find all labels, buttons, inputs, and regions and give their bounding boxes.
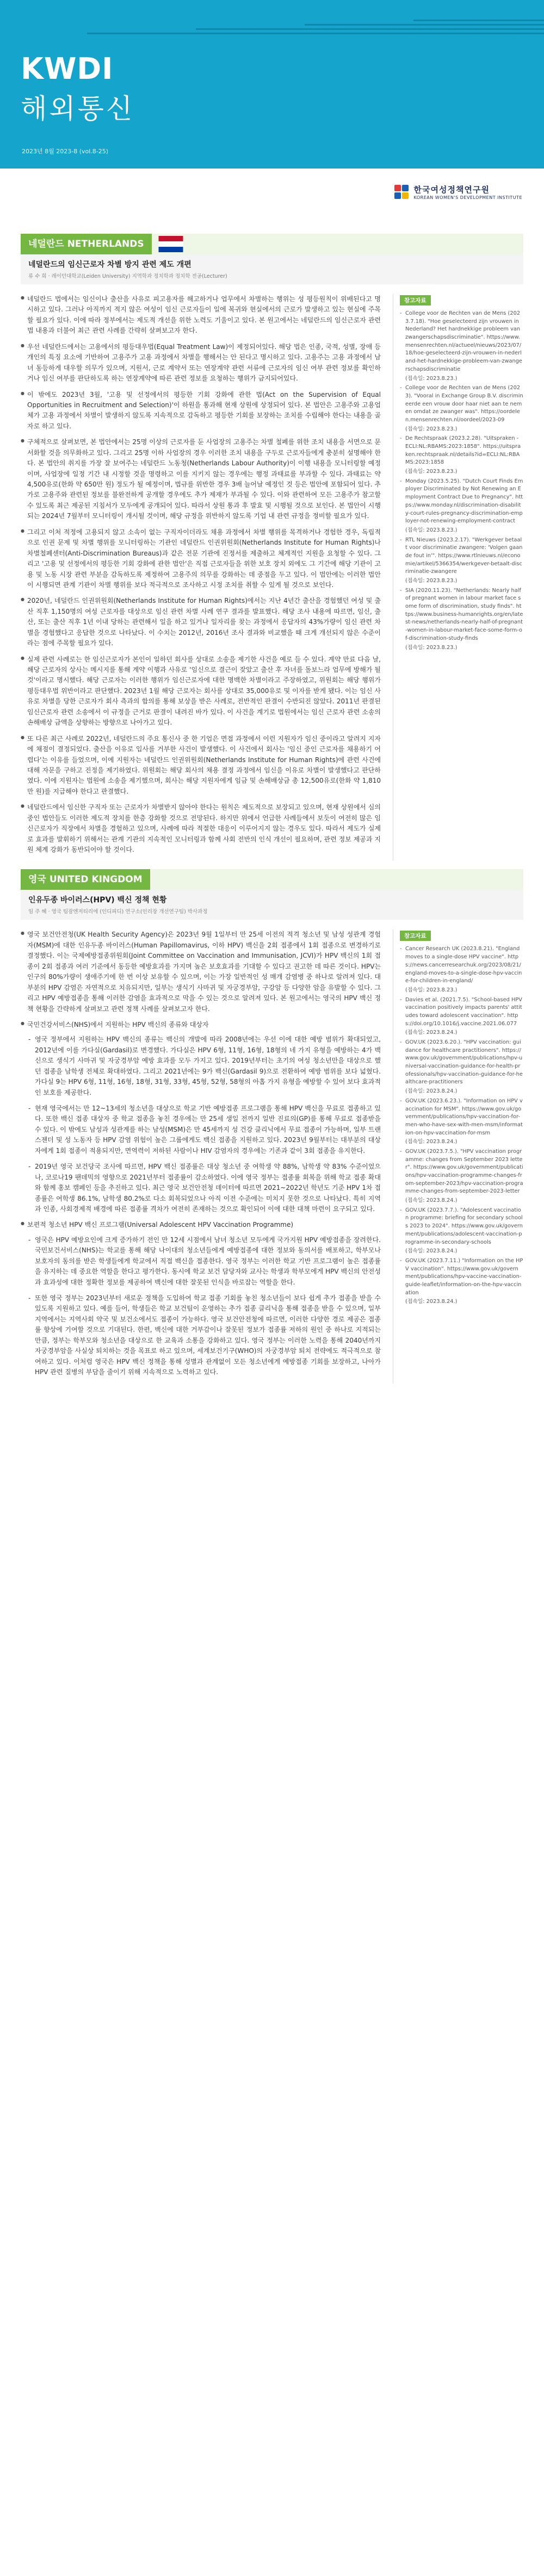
- report-title-en: KWDI: [21, 52, 114, 86]
- section-header-netherlands: [21, 234, 523, 254]
- references-label: 참고자료: [400, 295, 431, 305]
- paragraph: ● 또 다른 최근 사례로 2022년, 네덜란드의 주요 통신사 중 한 기업은 면접 과정에서 이런 지원자가 임신 중이라고 알려지 지자에 채점이 결정되었다. 출산을 이유로 입사를 거부한 사건이 발생했다. 이 사건에서 회사는 '임신 중인 근로자를 채용하기 어렵다'는 이유를 들었으며, 이에 지원자는 네덜란드 인권위원회(Netherlands Institute for Human Rights)에 관련 사건에 대해 자문을 구하고 진정을 제기하였다. 위원회는 해당 회사의 채용 결정 과정에서 임신을 이유로 차별이 발생했다고 판단하였다. 이에 지원자는 법원에 소송을 제기했으며, 회사는 해당 지원자에게 임금 및 손해배상금 총 12,500유로(한화 약 1,810만 원)를 지급해야 한다고 판결했다.: [21, 734, 381, 797]
- paragraph: ● 2020년, 네덜란드 인권위원회(Netherlands Institute for Human Rights)에서는 지난 4년간 출산을 경험했던 여성 및 출산 직후 1,150명의 여성 근로자를 대상으로 임신 관련 차별 사례 연구 결과를 발표했다. 해당 조사 내용에 따르면, 임신, 출산, 또는 출산 직후 1년 이내 당하는 관련해서 일을 하고 있거나 일자리를 찾는 과정에서 응답자의 43%가량이 임신 관련 차별을 경험했다고 응답한 것으로 나타났다. 이 수치는 2012년, 2016년 조사 결과와 비교했을 때 크게 개선되지 않은 수준이라는 점에 주목할 필요가 있다.: [21, 596, 381, 648]
- org-name-en: KOREAN WOMEN'S DEVELOPMENT INSTITUTE: [413, 195, 522, 200]
- decorative-stripe: [196, 28, 544, 30]
- article-body-uk: [21, 930, 523, 1383]
- subsection-item: - 또한 영국 정부는 2023년부터 새로운 정책을 도입하여 학교 접종 기회를 놓친 청소년들이 보다 쉽게 추가 접종을 받을 수 있도록 지원하고 있다. 예를 들어, 학생들은 학교 보건팀이 운영하는 추가 접종 클리닉을 통해 접종을 받을 수 있으며, 일부 지역에서는 지역사회 약국 및 보건소에서도 접종이 가능하다. 영국 보건안전청에 따르면, 이러한 다양한 경로 제공은 접종률 향상에 기여할 것으로 기대된다. 한편, 백신에 대한 거부감이나 잘못된 정보가 접종률 저하의 원인 중 하나로 지적되는 만큼, 정부는 학부모와 청소년을 대상으로 한 교육과 소통을 강화하고 있다. 영국 정부는 이러한 노력을 통해 2040년까지 자궁경부암을 사실상 퇴치하는 것을 목표로 하고 있으며, 세계보건기구(WHO)의 자궁경부암 퇴치 전략에도 적극적으로 참여하고 있다. 이처럼 영국은 HPV 백신 정책을 통해 성별과 관계없이 모든 청소년에게 예방접종 기회를 보장하고, 나아가 HPV 관련 질병의 부담을 줄이기 위해 지속적으로 노력하고 있다.: [21, 1293, 381, 1378]
- paragraph: ● 영국 보건안전청(UK Health Security Agency)은 2023년 9월 1일부터 만 25세 이전의 적격 청소년 및 남성 성관계 경험자(MSM)에 대한 인유두종 바이러스(Human Papillomavirus, 이하 HPV) 백신을 2회 접종에서 1회 접종으로 변경하기로 결정했다. 이는 국제예방접종위원회(Joint Committee on Vaccination and Immunisation, JCVI)가 HPV 백신의 1회 접종이 2회 접종과 여러 기준에서 동등한 예방효과를 가지며 높은 보호효과를 기대할 수 있다고 권고한 데 따른 것이다. HPV는 인구의 80%가량이 생애주기에 한 번 이상 보유할 수 있으며, 이는 가장 일반적인 성 매개 감염병 중 하나로 알려져 있다. 대부분의 HPV 감염은 자연적으로 치유되지만, 일부는 생식기 사마귀 및 자궁경부암, 구강암 등 다양한 암을 유발할 수 있다. 그리고 HPV 예방접종을 통해 이러한 감염을 효과적으로 막을 수 있는 것으로 알려져 있다. 본 원고에서는 영국의 HPV 백신 정책 현황을 간략하게 살펴보고 관련 정책 사례를 살펴보고자 한다.: [21, 930, 381, 1014]
- decorative-stripe: [413, 20, 544, 21]
- subsection-item: - 영국은 HPV 예방요인에 크게 증가하기 전인 만 12세 시점에서 남녀 청소년 모두에게 국가지원 HPV 예방접종을 장려한다. 국민보건서비스(NHS)는 학교를 통해 해당 나이대의 청소년들에게 예방접종에 대한 정보와 동의서를 배포하고, 학부모나 보호자의 동의를 받은 학생들에게 학교에서 직접 백신을 접종한다. 영국 정부는 이러한 학교 기반 프로그램이 높은 접종률을 유지하는 데 중요한 역할을 한다고 평가한다. 동시에 학교 보건 담당자와 교사는 학생과 학부모에게 HPV 백신의 안전성과 효과성에 대한 정확한 정보를 제공하여 백신에 대한 잘못된 인식을 바로잡는 역할을 한다.: [21, 1235, 381, 1288]
- reference-item: - College voor de Rechten van de Mens (2023). "Vooral in Exchange Group B.V. discrimineerde een vrouw door haar niet aan te nemen omdat ze zwanger was". https://oordelen.mensenrechten.nl/oordeel/2023-09 (접속일: 2023.8.23.): [400, 384, 523, 433]
- reference-item: - GOV.UK (2023.7.11.) "Information on the HPV vaccination". https://www.gov.uk/government/publications/hpv-vaccine-vaccination-guide-leaflet/information-on-the-hpv-vaccination (접속일: 2023.8.24.): [400, 1257, 523, 1306]
- reference-item: - De Rechtspraak (2023.2.28). "Uitspraken - ECLI:NL:RBAMS:2023:1858". https://uitspraken.rechtspraak.nl/details?id=ECLI:NL:RBAMS:2023:1858 (접속일: 2023.8.23.): [400, 435, 523, 476]
- subsection-title: ● 국민건강서비스(NHS)에서 지원하는 HPV 백신의 종류와 대상자: [21, 1020, 381, 1030]
- issue-info: 2023년 8월 2023-8 (vol.8-25): [22, 148, 109, 155]
- decorative-stripe: [305, 24, 544, 26]
- article-title: 인유두종 바이러스(HPV) 백신 정책 현황: [28, 896, 167, 905]
- reference-item: - SIA (2020.11.23). "Netherlands: Nearly half of pregnant women in labour market face some form of discrimination, study finds". https://www.business-humanrights.org/en/latest-news/netherlands-nearly-half-of-pregnant-women-in-labour-market-face-some-form-of-discrimination-study-finds (접속일: 2023.8.23.): [400, 587, 523, 652]
- logo-bar: [0, 169, 544, 234]
- references-label: 참고자료: [400, 931, 431, 941]
- country-label: 영국 UNITED KINGDOM: [21, 869, 150, 890]
- subsection-item: - 영국 정부에서 지원하는 HPV 백신의 종류는 백신의 개발에 따라 2008년에는 우선 이에 대한 예방 범위가 확대되었고, 2012년에 이를 가다실(Gardasil)로 변경했다. 가다실은 HPV 6형, 11형, 16형, 18형의 네 가지 유형을 예방하는 4가 백신으로 생식기 사마귀 및 자궁경부암 예방 효과를 모두 가지고 있다. 2019년부터는 초기의 여성 청소년만을 대상으로 했던 접종을 남학생 전체로 확대하였다. 그리고 2021년에는 9가 백신(Gardasil 9)으로 전환하여 예방 범위를 보다 넓혔다. 가다실 9는 HPV 6형, 11형, 16형, 18형, 31형, 33형, 45형, 52형, 58형의 아홉 가지 유형을 예방할 수 있어 보다 효과적인 보호를 제공한다.: [21, 1034, 381, 1098]
- kwdi-logo-icon: [394, 185, 409, 199]
- reference-item: - Cancer Research UK (2023.8.21). "England moves to a single-dose HPV vaccine". https://news.cancerresearchuk.org/2023/08/21/england-moves-to-a-single-dose-hpv-vaccine-for-children-in-england/ (접속일: 2023.8.23.): [400, 945, 523, 994]
- decorative-stripe: [87, 33, 544, 34]
- paragraph: ● 실제 관련 사례로는 한 임신근로자가 본인이 일하던 회사를 상대로 소송을 제기한 사건을 예로 들 수 있다. 계약 만료 다음 날, 해당 근로자의 상사는 메시지를 통해 계약 이행과 사유로 '임신으로 결근이 잦았고 출산 후 자녀를 돌보느라 업무에 방해가 될 것'이라고 명시했다. 해당 근로자는 이러한 행위가 임신근로자에 대한 명백한 차별이라고 주장하였고, 위원회는 해당 행위가 평등대우법 위반이라고 판단했다. 2023년 1월 해당 근로자는 회사를 상대로 35,000유로 및 이자를 받게 됐다. 이는 임신 사유로 차별을 당한 근로자가 회사 측과의 합의를 통해 보상을 받은 사례로, 전반적인 판결이 수반되진 않았다. 2011년 판결된 임신근로자 관련 소송에서 이 규정을 근거로 판결이 내려진 바가 있다. 이 사건을 계기로 법원에서는 임신 근로자 관련 소송의 손해배상 금액을 상향하는 방향으로 나아가고 있다.: [21, 654, 381, 728]
- paragraph: ● 네덜란드 법에서는 임신이나 출산을 사유로 피고용자를 해고하거나 업무에서 차별하는 행위는 성 평등원칙이 위배된다고 명시하고 있다. 그러나 아직까지 적지 않은 여성이 임신 근로자들이 일에 복귀와 현실에서의 근로가 발생하고 있는 현실에 주목할 필요가 있다. 이에 따라 정부에서는 제도적 개선을 위한 노력도 기울이고 있다. 본 원고에서는 네덜란드의 임신근로자 관련 법 내용과 더불어 최근 관련 사례를 간략히 살펴보고자 한다.: [21, 294, 381, 336]
- reference-item: - College voor de Rechten van de Mens (2023.7.18). "Hoe geselecteerd zijn vrouwen in Nederland? Het hardnekkige probleem van zwangerschapsdiscriminatie". https://www.mensenrechten.nl/actueel/nieuws/2023/07/18/hoe-geselecteerd-zijn-vrouwen-in-nederland-het-hardnekkige-probleem-van-zwangerschapsdiscriminatie (접속일: 2023.8.23.): [400, 310, 523, 383]
- article-author: 류 수 희 · 레이던대학교(Leiden University) 지역학과 정치학과 정치학 전공(Lecturer): [28, 273, 227, 279]
- netherlands-flag-icon: [158, 236, 183, 252]
- paragraph: ● 이 밖에도 2023년 3월, '고용 및 선정에서의 평등한 기회 강화에 관한 법(Act on the Supervision of Equal Opportunities in Recruitment and Selection)'이 하원을 통과해 현재 상원에 상정되어 있다. 본 법안은 고용주와 고용업체가 고용 과정에서 차별이 발생하지 않도록 지속적으로 감독하고 평등한 기회를 보장하는 조치를 수립해야 한다는 내용을 골자로 하고 있다.: [21, 390, 381, 432]
- section-subheader: [21, 890, 523, 920]
- article-author: 임 주 혜 · 영국 팀잠엔저티리에 (인디피디) 연구소(인리장 개선연구팀) 박사과정: [28, 909, 208, 915]
- reference-item: - GOV.UK (2023.7.7.). "Adolescent vaccination programme: briefing for secondary schools 2023 to 2024". https://www.gov.uk/government/publications/adolescent-vaccination-programme-in-secondary-schools (접속일: 2023.8.24.): [400, 1207, 523, 1256]
- article-body-netherlands: [21, 294, 523, 860]
- subsection-item: - 현재 영국에서는 만 12~13세의 청소년을 대상으로 학교 기반 예방접종 프로그램을 통해 HPV 백신을 무료로 접종하고 있다. 또한 백신 접종 대상자 중 학교 접종을 놓친 경우에는 만 25세 생일 전까지 일반 진료의(GP)를 통해 무료로 접종받을 수 있다. 이 밖에도 남성과 성관계를 하는 남성(MSM)은 만 45세까지 성 건강 클리닉에서 무료 접종이 가능하며, 일부 트랜스젠더 및 성 노동자 등 HPV 감염 위험이 높은 그룹에게도 백신 접종을 지원하고 있다. 2023년 9월부터는 대부분의 대상자에게 1회 접종이 적용되지만, 면역력이 저하된 사람이나 HIV 감염자의 경우에는 기존과 같이 3회 접종을 유지한다.: [21, 1103, 381, 1156]
- reference-item: - GOV.UK (2023.6.20.). "HPV vaccination: guidance for healthcare practitioners". https://www.gov.uk/government/publications/hpv-universal-vaccination-guidance-for-health-professionals/hpv-vaccination-guidance-for-healthcare-practitioners (접속일: 2023.8.24.): [400, 1039, 523, 1096]
- paragraph: ● 네덜란드에서 임신한 구직자 또는 근로자가 차별받지 않아야 한다는 원칙은 제도적으로 보장되고 있으며, 현재 상원에서 심의 중인 법안들도 이러한 제도적 장치를 한층 강화할 것으로 전망된다. 하지만 위에서 언급한 사례들에서 보듯이 여전히 많은 임신근로자가 직장에서 차별을 경험하고 있으며, 사례에 따라 적절한 대응이 이루어지지 않는 경우도 있다. 따라서 제도가 실제로 효과를 발휘하기 위해서는 관계 기관의 지속적인 모니터링과 함께 사회 전반의 인식 개선이 필요하며, 관련 정보 제공과 지원 체계 강화가 동반되어야 할 것이다.: [21, 802, 381, 855]
- subsection-item: - 2019년 영국 보건당국 조사에 따르면, HPV 백신 접종률은 대상 청소년 중 여학생 약 88%, 남학생 약 83% 수준이었으나, 코로나19 팬데믹의 영향으로 2021년부터 접종률이 감소하였다. 이에 영국 정부는 접종률 회복을 위해 학교 접종 확대와 함께 홍보 캠페인 등을 추진하고 있다. 최근 영국 보건안전청 데이터에 따르면 2021~2022년 학년도 기준 HPV 1차 접종률은 여학생 86.1%, 남학생 80.2%로 다소 회복되었으나 아직 이전 수준에는 미치지 못한 것으로 나타났다. 특히 지역과 인종, 사회경제적 배경에 따른 접종률 격차가 여전히 존재하는 것으로 확인되어 이에 대한 대책 마련이 요구되고 있다.: [21, 1162, 381, 1214]
- section-subheader: [21, 254, 523, 284]
- country-label: 네덜란드 NETHERLANDS: [21, 234, 152, 254]
- org-name-ko: 한국여성정책연구원: [413, 185, 490, 195]
- references-sidebar: [393, 930, 523, 1383]
- section-header-uk: [21, 869, 523, 890]
- report-header: [0, 0, 544, 169]
- reference-item: - GOV.UK (2023.6.23.). "Information on HPV vaccination for MSM". https://www.gov.uk/government/publications/hpv-vaccination-for-men-who-have-sex-with-men-msm/information-on-hpv-vaccination-for-msm (접속일: 2023.8.24.): [400, 1097, 523, 1146]
- paragraph: ● 구체적으로 살펴보면, 본 법안에서는 25명 이상의 근로자를 둔 사업장의 고용주는 차별 철폐를 위한 조치 내용을 서면으로 문서화할 것을 의무화하고 있다. 그리고 25명 이하 사업장의 경우 이러한 조치 내용을 구두로 근로자들에게 충분히 설명해야 한다. 본 법안의 취지를 가장 잘 보여주는 네덜란드 노동청(Netherlands Labour Authority)이 이행 내용을 모니터링할 예정이며, 사업장에 일정 기간 내 시정할 것을 명령하고 이를 지키지 않는 경우에는 행정 과태료를 부과할 수 있다. 과태료는 약 4,500유로(한화 약 650만 원) 정도가 될 예정이며, 법규를 위반한 경우 3배 늘어날 예정인 것 등은 법안에 포함되어 있다. 추가로 고용주와 관련된 정보를 불완전하게 공개할 경우에도 추가 제재가 부과될 수 있다. 이와 관련하여 모든 고용주가 참고할 수 있도록 최근 제공된 지침서가 모두에게 공개되어 있다. 따라서 상원 통과 후 발효 및 시행될 것으로 보인다. 본 법안이 시행되는 2024년 7월부터 모니터링이 개시될 것이며, 해당 규정을 위반하지 않도록 기업 내 관련 규정을 정비할 필요가 있다.: [21, 437, 381, 522]
- report-title-ko: 해외통신: [21, 93, 135, 124]
- reference-item: - RTL Nieuws (2023.2.17). "Werkgever betaalt voor discriminatie zwangere: 'Volgen gaan de fout in'". https://www.rtlnieuws.nl/economie/artikel/5366354/werkgever-betaalt-discriminatie-zwangere (접속일: 2023.8.23.): [400, 537, 523, 585]
- article-title: 네덜란드의 임신근로자 차별 방지 관련 제도 개편: [28, 260, 191, 269]
- article-main: [21, 930, 381, 1383]
- article-main: [21, 294, 381, 860]
- kwdi-logo: [394, 184, 522, 200]
- paragraph: ● 그리고 이처 적정에 고용되지 않고 소속이 없는 구직자이더라도 채용 과정에서 차별 행위를 목격하거나 경험한 경우, 독립적으로 인권 문제 및 차별 행위를 모니터링하는 기관인 네덜란드 인권위원회(Netherlands Institute for Human Rights)나 차별철폐센터(Anti-Discrimination Bureaus)과 같은 전문 기관에 진정서를 제출하고 체계적인 지원을 요청할 수 있다. 그리고 '고용 및 선정에서의 평등한 기회 강화에 관한 법안'은 직접 근로자들을 위한 보호 장치 외에도 그 기간에 해당 기관이 고용 및 노동 시장 관련 부분을 감독하도록 제정하여 고용주의 의무를 강화하는 데 중점을 두고 있다. 이 법안에는 이러한 법안이 시행되면 관계 기관이 차별 행위를 보다 적극적으로 조사하고 시정 조치를 취할 수 있게 될 것으로 보인다.: [21, 527, 381, 591]
- paragraph: ● 우선 네덜란드에서는 고용에서의 평등대우법(Equal Treatment Law)이 제정되어있다. 해당 법은 인종, 국적, 성별, 장애 등 개인의 특징 요소에 기반하여 고용주가 고용 과정에서 차별을 행해서는 안 된다고 명시하고 있다. 고용주는 고용 과정에서 남녀 동등하게 대우할 의무가 있으며, 지원서, 근로 계약서 또는 연장계약 관련 서류에 근로자의 임신 여부 관련 정보를 확인하거나 임신 여부를 판단하도록 하는 연장계약에 따른 관련 정보를 요청하는 행위가 금지되어있다.: [21, 342, 381, 384]
- reference-item: - Davies et al. (2021.7.5). "School-based HPV vaccination positively impacts parents' attitudes toward adolescent vaccination". https://doi.org/10.1016/j.vaccine.2021.06.077 (접속일: 2023.8.24.): [400, 996, 523, 1037]
- reference-item: - Monday (2023.5.25). "Dutch Court Finds Employer Discriminated by Not Renewing an Employment Contract Due to Pregnancy". https://www.monday.nl/discrimination-disability-court-rules-pregnancy-discrimination-employer-not-renewing-employment-contract (접속일: 2023.8.23.): [400, 478, 523, 535]
- references-sidebar: [393, 294, 523, 860]
- reference-item: - GOV.UK (2023.7.5.). "HPV vaccination programme: changes from September 2023 letter". https://www.gov.uk/government/publications/hpv-vaccination-programme-changes-from-september-2023/hpv-vaccination-programme-changes-from-september-2023-letter (접속일: 2023.8.24.): [400, 1148, 523, 1205]
- subsection-title: ● 보편적 청소년 HPV 백신 프로그램(Universal Adolescent HPV Vaccination Programme): [21, 1220, 381, 1230]
